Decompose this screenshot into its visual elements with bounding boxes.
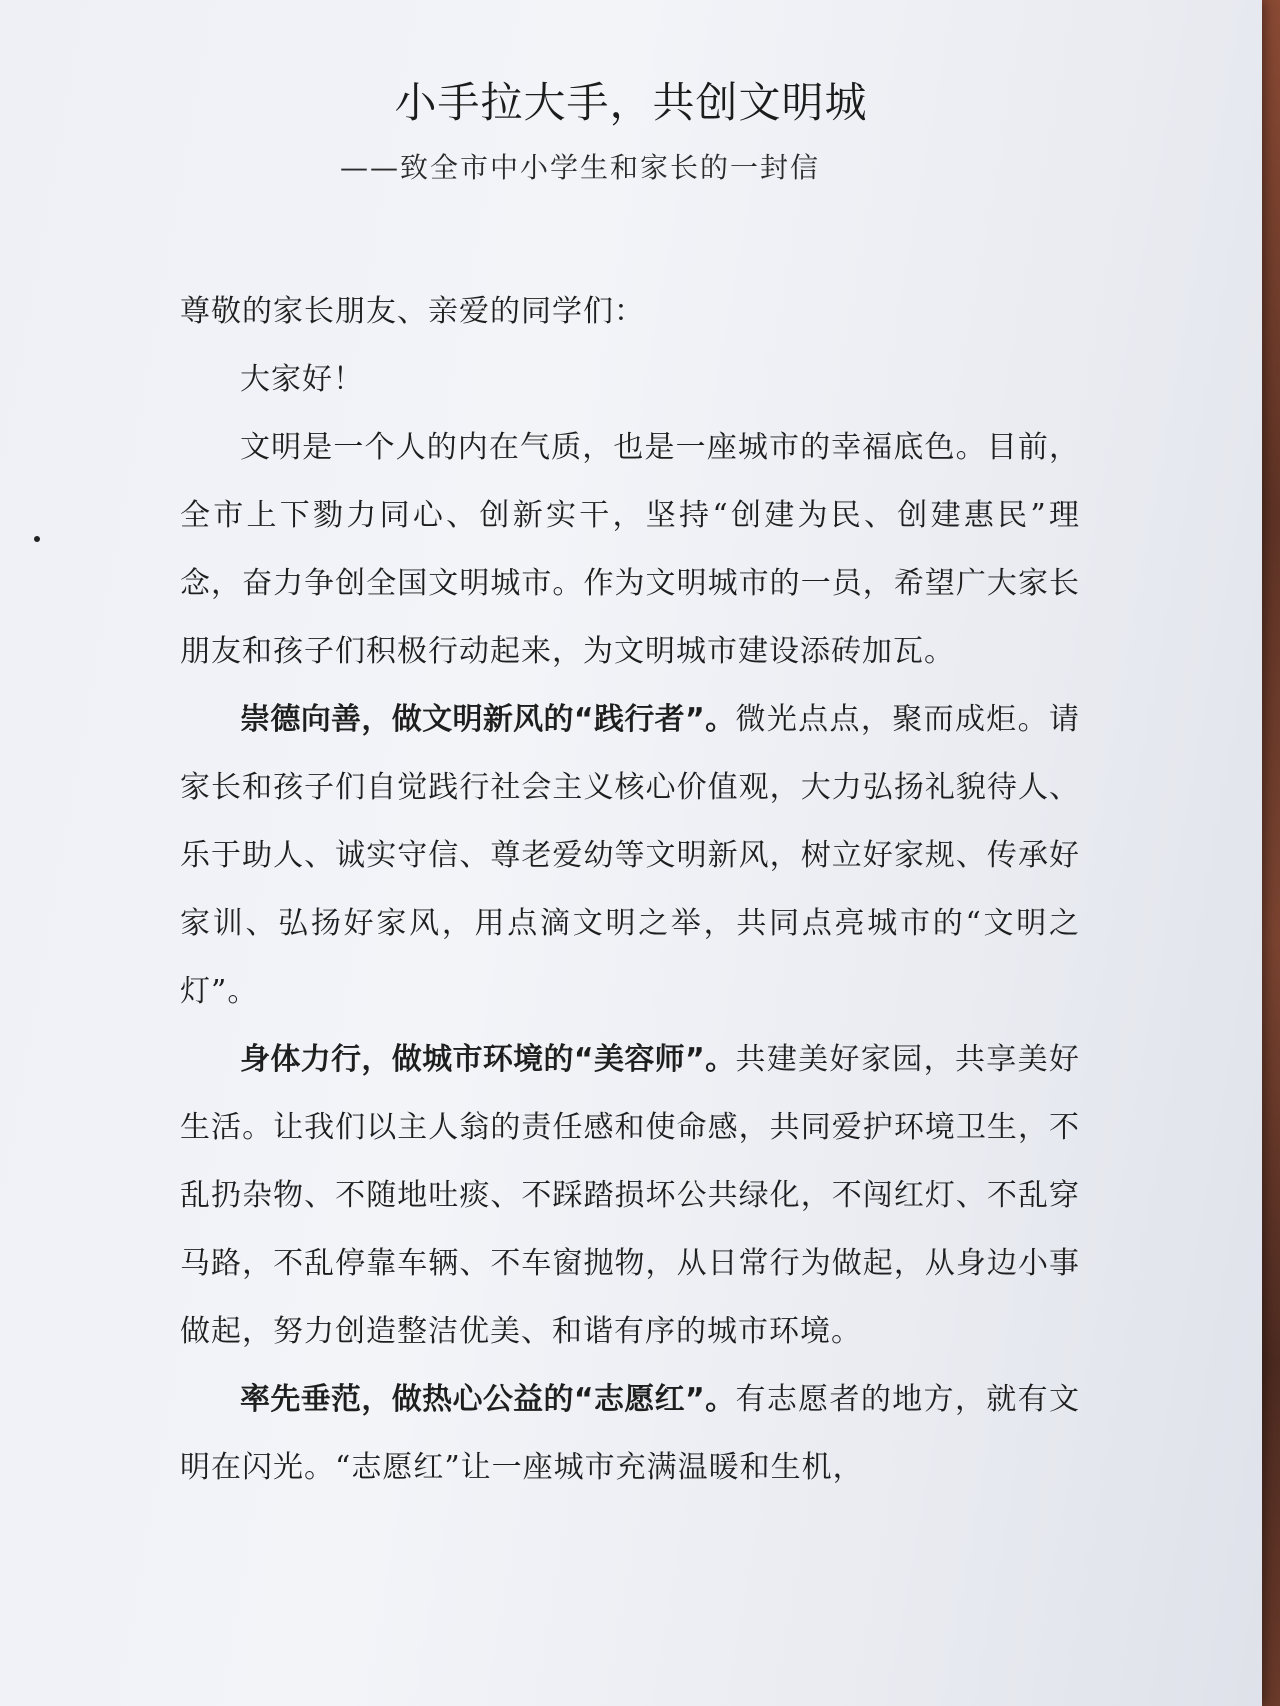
section-text-1: 微光点点，聚而成炬。请家长和孩子们自觉践行社会主义核心价值观，大力弘扬礼貌待人、乐于助人、诚实守信、尊老爱幼等文明新风，树立好家规、传承好家训、弘扬好家风，用点滴文明之举，共同点亮城市的“文明之灯”。 <box>180 702 1081 1009</box>
section-heading-2: 身体力行，做城市环境的“美容师”。 <box>240 1042 736 1077</box>
greeting: 大家好！ <box>240 362 364 397</box>
letter-subtitle: ——致全市中小学生和家长的一封信 <box>340 151 821 184</box>
section-paragraph-3 <box>180 1366 1080 1502</box>
section-paragraph-2 <box>180 1026 1080 1366</box>
letter-body <box>180 278 1080 1502</box>
letter-title: 小手拉大手，共创文明城 <box>394 78 868 127</box>
paper-speck <box>34 536 40 542</box>
section-text-2: 共建美好家园，共享美好生活。让我们以主人翁的责任感和使命感，共同爱护环境卫生，不乱扔杂物、不随地吐痰、不踩踏损坏公共绿化，不闯红灯、不乱穿马路，不乱停靠车辆、不车窗抛物，从日常行为做起，从身边小事做起，努力创造整洁优美、和谐有序的城市环境。 <box>180 1042 1081 1349</box>
section-heading-3: 率先垂范，做热心公益的“志愿红”。 <box>240 1382 736 1417</box>
salutation: 尊敬的家长朋友、亲爱的同学们： <box>180 294 645 329</box>
section-text-3: 有志愿者的地方，就有文明在闪光。“志愿红”让一座城市充满温暖和生机， <box>180 1382 1081 1485</box>
section-paragraph-1 <box>180 686 1080 1026</box>
intro-paragraph: 文明是一个人的内在气质，也是一座城市的幸福底色。目前，全市上下勠力同心、创新实干，坚持“创建为民、创建惠民”理念，奋力争创全国文明城市。作为文明城市的一员，希望广大家长朋友和孩子们积极行动起来，为文明城市建设添砖加瓦。 <box>180 430 1080 669</box>
section-heading-1: 崇德向善，做文明新风的“践行者”。 <box>240 702 736 737</box>
